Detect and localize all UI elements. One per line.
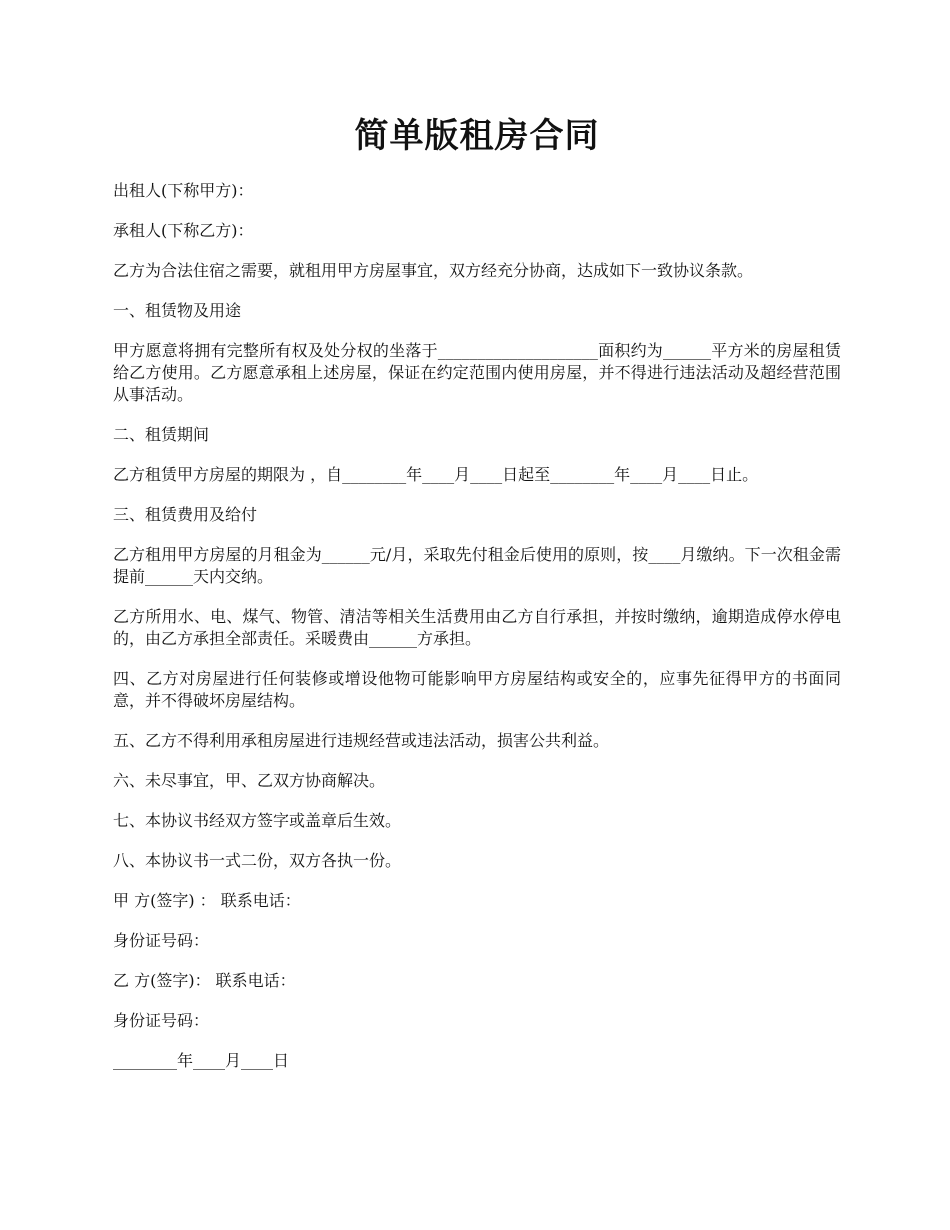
clause-5: 五、乙方不得利用承租房屋进行违规经营或违法活动，损害公共利益。 <box>113 731 610 750</box>
party-a-id: 身份证号码： <box>113 931 210 950</box>
clause-8: 八、本协议书一式二份，双方各执一份。 <box>113 851 402 870</box>
clause-4: 四、乙方对房屋进行任何装修或增设他物可能影响甲方房屋结构或安全的，应事先征得甲方的书面同意，并不得破坏房屋结构。 <box>113 669 841 710</box>
section-body-1: 甲方愿意将拥有完整所有权及处分权的坐落于____________________面积约为______平方米的房屋租赁给乙方使用。乙方愿意承租上述房屋，保证在约定范围内使用房屋，并不得进行违法活动及超经营范围从事活动。 <box>113 341 841 404</box>
party-a-signature: 甲 方(签字) ： 联系电话： <box>113 891 301 910</box>
lessee-line: 承租人(下称乙方)： <box>113 221 254 240</box>
clause-7: 七、本协议书经双方签字或盖章后生效。 <box>113 811 402 830</box>
party-b-id: 身份证号码： <box>113 1011 210 1030</box>
document-page <box>113 110 841 1090</box>
section-heading-1: 一、租赁物及用途 <box>113 301 242 320</box>
clause-6: 六、未尽事宜，甲、乙双方协商解决。 <box>113 771 386 790</box>
section-body-2: 乙方租赁甲方房屋的期限为 ，自________年____月____日起至________年____月____日止。 <box>113 465 759 484</box>
section-body-3a: 乙方租用甲方房屋的月租金为______元/月，采取先付租金后使用的原则，按____月缴纳。下一次租金需提前______天内交纳。 <box>113 545 841 586</box>
document-title: 简单版租房合同 <box>354 116 600 156</box>
intro-paragraph: 乙方为合法住宿之需要，就租用甲方房屋事宜，双方经充分协商，达成如下一致协议条款。 <box>113 261 754 280</box>
party-b-signature: 乙 方(签字)： 联系电话： <box>113 971 296 990</box>
section-heading-2: 二、租赁期间 <box>113 425 210 444</box>
lessor-line: 出租人(下称甲方)： <box>113 181 254 200</box>
signing-date: ________年____月____日 <box>113 1051 290 1070</box>
section-heading-3: 三、租赁费用及给付 <box>113 505 258 524</box>
section-body-3b: 乙方所用水、电、煤气、物管、清洁等相关生活费用由乙方自行承担，并按时缴纳，逾期造成停水停电的，由乙方承担全部责任。采暖费由______方承担。 <box>113 607 841 648</box>
